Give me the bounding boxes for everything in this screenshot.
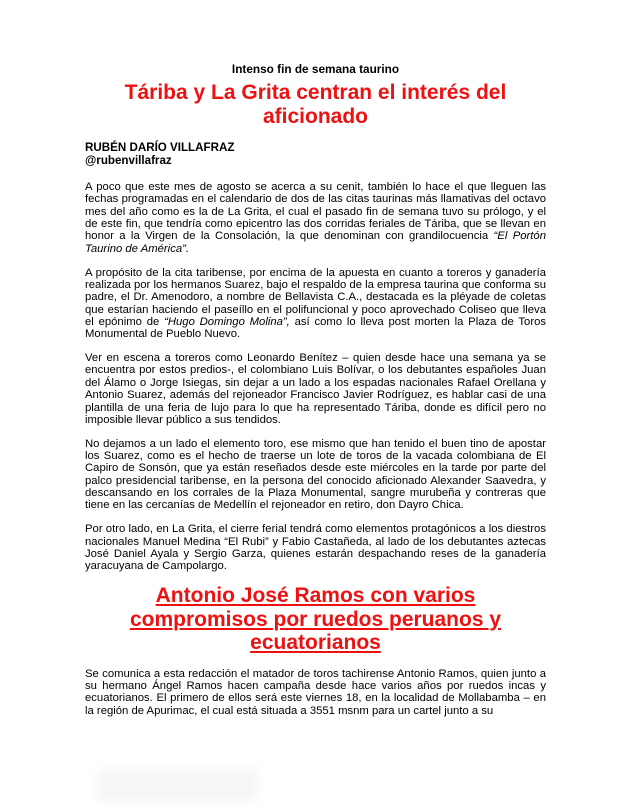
paragraph-2-text-end: así como lo lleva post morten la Plaza de Toros Monumental de Pueblo Nuevo. xyxy=(85,315,547,341)
article-title: Táriba y La Grita centran el interés del aficionado xyxy=(124,81,507,128)
kicker-line: Intenso fin de semana taurino xyxy=(231,62,400,76)
paragraph-1-italic-quote: “El Portón Taurino de América”. xyxy=(85,230,547,255)
paragraph-3: Ver en escena a toreros como Leonardo Benítez – quien desde hace una semana ya se encuentra por estos predios-, el colombiano Luis Bolívar, o los debutantes españoles Juan del Álamo o Jorge Isiegas, sin dejar a un lado a los espadas nacionales Rafael Orellana y Antonio Suarez, además del rejoneador Francisco Javier Rodríguez, es hablar casi de una plantilla de una feria de lujo para lo que ha representado Táriba, donde es difícil pero no imposible llevar público a sus tendidos. xyxy=(85,352,546,426)
paragraph-2 xyxy=(85,267,546,341)
author-handle: @rubenvillafraz xyxy=(85,154,172,167)
paragraph-6: Se comunica a esta redacción el matador de toros tachirense Antonio Ramos, quien junto a su hermano Ángel Ramos hacen campaña desde hace varios años por ruedos incas y ecuatorianos. El primero de ellos será este viernes 18, en la localidad de Mollabamba – en la región de Apurimac, el cual está situada a 3551 msnm para un cartel junto a su xyxy=(85,667,546,717)
paragraph-5: Por otro lado, en La Grita, el cierre ferial tendrá como elementos protagónicos a los diestros nacionales Manuel Medina “El Rubi” y Fabio Castañeda, al lado de los debutantes aztecas José Daniel Ayala y Sergio Garza, quienes estarán despachando reses de la ganadería yaracuyana de Campolargo. xyxy=(85,523,546,573)
author-name: RUBÉN DARÍO VILLAFRAZ xyxy=(85,141,235,154)
paragraph-4: No dejamos a un lado el elemento toro, ese mismo que han tenido el buen tino de apostar los Suarez, como es el hecho de traerse un lote de toros de la vacada colombiana de El Capiro de Sonsón, que ya están reseñados desde este miércoles en la tarde por parte del palco presidencial taribense, en la persona del conocido aficionado Alexander Saavedra, y descansando en los corrales de la Plaza Monumental, sangre murubeña y contreras que tiene en las cercanías de Medellín el rejoneador en retiro, don Dayro Chica. xyxy=(85,437,546,512)
faint-print-artifact xyxy=(98,768,258,802)
author-block xyxy=(85,141,546,167)
paragraph-1 xyxy=(85,181,546,255)
document-page xyxy=(85,62,546,729)
paragraph-2-italic-quote: “Hugo Domingo Molina”, xyxy=(164,315,290,328)
paragraph-2-text: A propósito de la cita taribense, por encima de la apuesta en cuanto a toreros y ganadería realizada por los hermanos Suarez, bajo el respaldo de la empresa taurina que conforma su padre, el Dr. Amenodoro, a nombre de Bellavista C.A., destacada es la pléyade de coletas que estarían haciendo el paseíllo en el polifuncional y poco aprovechado Coliseo que lleva el epónimo de xyxy=(85,266,546,328)
paragraph-1-text: A poco que este mes de agosto se acerca a su cenit, también lo hace el que lleguen las fechas programadas en el calendario de dos de las citas taurinas más llamativas del octavo mes del año como es la de La Grita, el cual el pasado fin de semana tuvo su prólogo, y el de este fin, que tendría como epicentro las dos corridas feriales de Táriba, que se llevan en honor a la Virgen de la Consolación, la que denominan con grandilocuencia xyxy=(85,181,546,243)
section-heading: Antonio José Ramos con varios compromisos por ruedos peruanos y ecuatorianos xyxy=(129,584,502,655)
